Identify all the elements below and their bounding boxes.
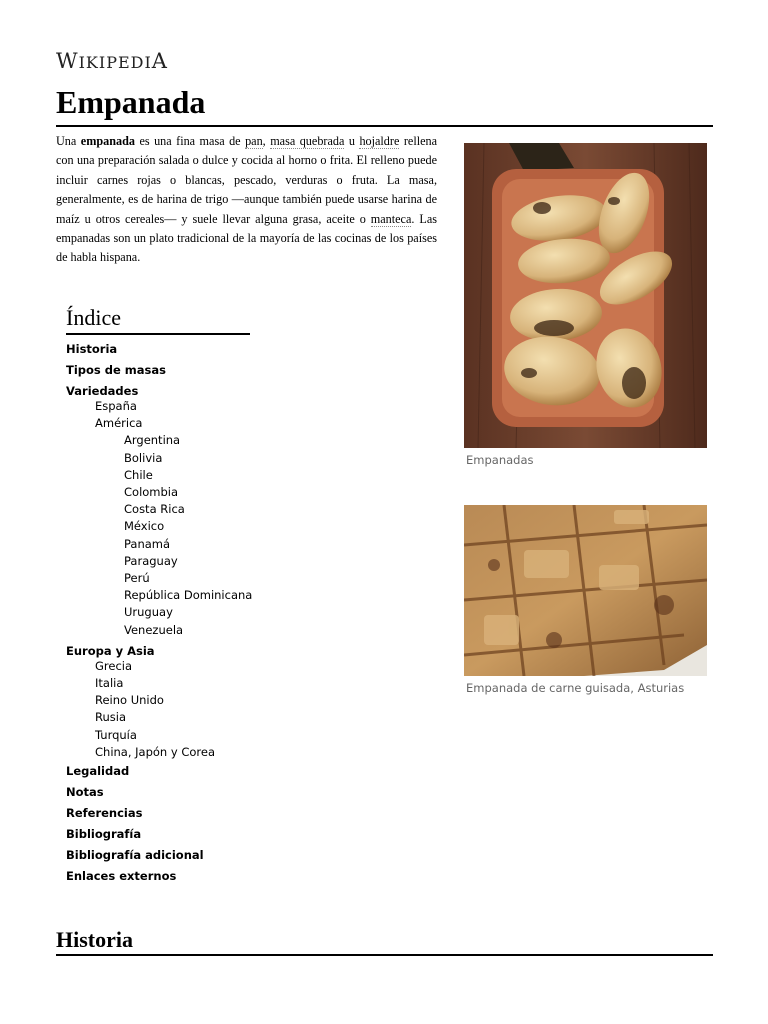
toc-item-reino-unido[interactable]: Reino Unido [95, 693, 164, 708]
intro-bold-term: empanada [80, 134, 135, 148]
toc-item-america[interactable]: América [95, 416, 143, 431]
toc-item-china-japon-corea[interactable]: China, Japón y Corea [95, 744, 216, 759]
section-divider [56, 954, 713, 956]
intro-paragraph: Una empanada es una fina masa de pan, masa quebrada u hojaldre rellena con una preparación salada o dulce y cocida al horno o frita. El relleno puede incluir carnes rojas o blancas, pescado, verduras o fruta. La masa, generalmente, es de harina de trigo —aunque también puede usarse harina de maíz u otros cereales— y suele llevar alguna grasa, aceite o manteca. Las empanadas son un plato tradicional de la mayoría de las cocinas de los países de habla hispana. [56, 134, 438, 265]
toc-item-legalidad[interactable]: Legalidad [66, 764, 130, 779]
toc-item-espana[interactable]: España [95, 399, 137, 413]
link-manteca[interactable]: manteca [370, 211, 412, 226]
toc-item-bibliografia[interactable]: Bibliografía [66, 827, 142, 842]
logo-letters-mid: IKIPEDI [78, 53, 152, 72]
toc-item-panama[interactable]: Panamá [124, 536, 171, 551]
toc-item-notas[interactable]: Notas [66, 785, 104, 800]
link-pan[interactable]: pan [245, 134, 263, 148]
toc-item-chile[interactable]: Chile [124, 467, 153, 482]
figure-caption: Empanadas [466, 453, 534, 467]
empanada-asturias-photo[interactable] [464, 505, 707, 676]
toc-item-colombia[interactable]: Colombia [124, 485, 179, 500]
toc-item-bibliografia-adicional[interactable]: Bibliografía adicional [66, 848, 204, 863]
toc-item-variedades[interactable]: Variedades [66, 384, 139, 398]
empanadas-photo[interactable] [464, 143, 707, 448]
toc-item-turquia[interactable]: Turquía [95, 727, 137, 742]
table-of-contents [66, 305, 426, 887]
toc-item-europa-y-asia[interactable]: Europa y Asia [66, 643, 155, 658]
toc-item-peru[interactable]: Perú [124, 571, 150, 586]
toc-item-bolivia[interactable]: Bolivia [124, 450, 163, 465]
toc-item-historia[interactable]: Historia [66, 342, 118, 356]
toc-item-italia[interactable]: Italia [95, 676, 124, 691]
toc-title: Índice [66, 305, 250, 335]
page-title: Empanada [56, 84, 206, 120]
wikipedia-logo[interactable] [56, 49, 168, 73]
toc-item-grecia[interactable]: Grecia [95, 658, 133, 673]
toc-item-enlaces-externos[interactable]: Enlaces externos [66, 869, 177, 884]
figure-caption: Empanada de carne guisada, Asturias [466, 681, 685, 695]
toc-item-paraguay[interactable]: Paraguay [124, 553, 178, 568]
figure-empanada-asturias [464, 505, 707, 695]
toc-item-tipos-de-masas[interactable]: Tipos de masas [66, 363, 166, 377]
figure-empanadas [464, 143, 707, 467]
toc-item-argentina[interactable]: Argentina [124, 433, 181, 448]
toc-item-mexico[interactable]: México [124, 519, 165, 534]
toc-item-republica-dominicana[interactable]: República Dominicana [124, 588, 253, 603]
logo-letter-a: A [151, 49, 168, 73]
link-masa-quebrada[interactable]: masa quebrada [270, 134, 345, 148]
logo-letter-w: W [56, 49, 79, 73]
toc-item-rusia[interactable]: Rusia [95, 710, 126, 725]
toc-item-venezuela[interactable]: Venezuela [124, 622, 184, 637]
section-heading-historia: Historia [56, 927, 133, 952]
toc-item-costa-rica[interactable]: Costa Rica [124, 502, 185, 517]
title-divider [56, 125, 713, 127]
toc-item-referencias[interactable]: Referencias [66, 806, 143, 821]
link-hojaldre[interactable]: hojaldre [359, 134, 400, 148]
toc-item-uruguay[interactable]: Uruguay [124, 605, 173, 620]
